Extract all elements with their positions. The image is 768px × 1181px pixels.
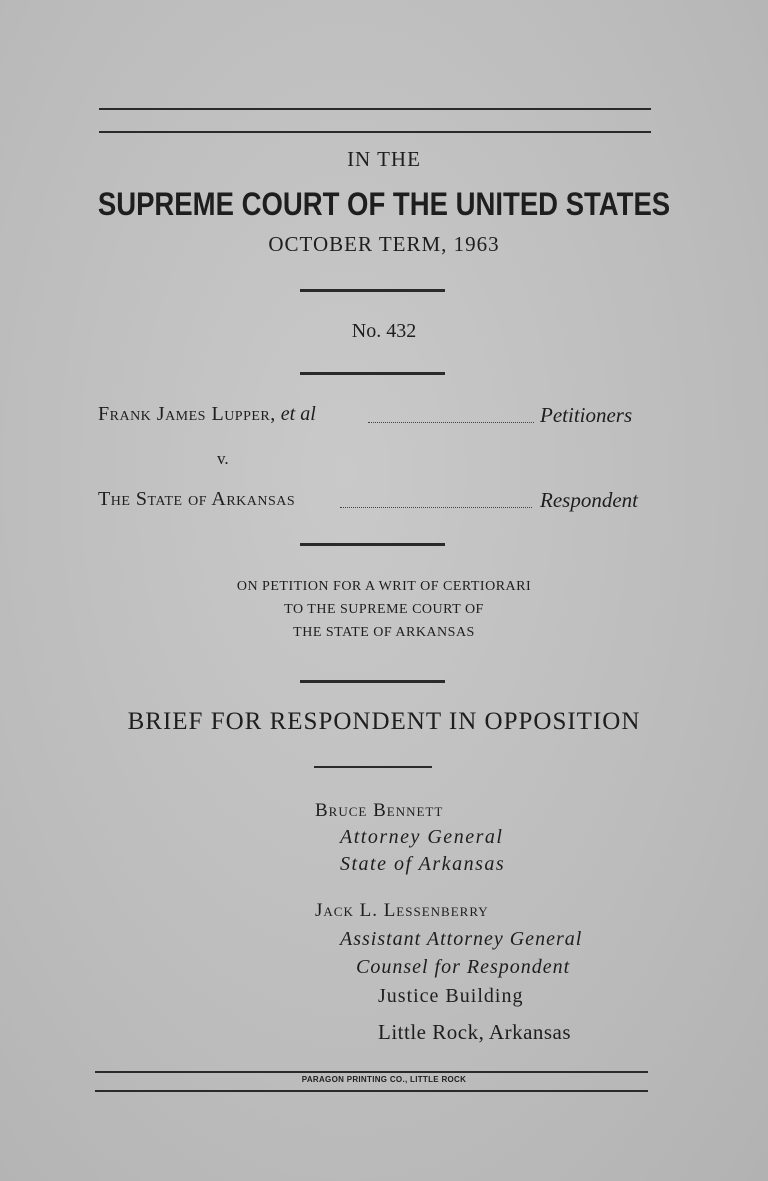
petitioner-etal: et al [280, 403, 316, 425]
court-title: SUPREME COURT OF THE UNITED STATES [97, 186, 671, 222]
petition-line-3: THE STATE OF ARKANSAS [293, 625, 475, 640]
printer-credit: PARAGON PRINTING CO., LITTLE ROCK [301, 1075, 467, 1084]
case-number: No. 432 [351, 320, 417, 342]
counsel-title-1b: State of Arkansas [340, 853, 506, 875]
counsel-title-2b: Counsel for Respondent [356, 956, 571, 978]
counsel-name-1: Bruce Bennett [315, 800, 444, 821]
counsel-title-1: Attorney General [340, 826, 504, 848]
brief-title: BRIEF FOR RESPONDENT IN OPPOSITION [127, 708, 641, 735]
respondent-leader-dots [340, 506, 532, 508]
petitioner-name: Frank James Lupper, [98, 403, 276, 425]
petition-line-1: ON PETITION FOR A WRIT OF CERTIORARI [236, 579, 532, 594]
petitioner-leader-dots [368, 421, 534, 423]
bottom-rule-2 [95, 1090, 648, 1092]
respondent-role: Respondent [540, 488, 638, 512]
short-rule-1 [300, 289, 445, 292]
bottom-rule-1 [95, 1071, 648, 1073]
petitioner-role: Petitioners [540, 403, 633, 427]
top-rule-2 [99, 131, 651, 133]
short-rule-3 [300, 543, 445, 546]
respondent-name: The State of Arkansas [98, 488, 296, 510]
counsel-address-1: Justice Building [378, 985, 524, 1007]
petitioner-line [98, 403, 316, 426]
short-rule-5 [314, 766, 432, 768]
counsel-name-2: Jack L. Lessenberry [315, 900, 489, 921]
counsel-address-2: Little Rock, Arkansas [378, 1020, 572, 1044]
counsel-title-2: Assistant Attorney General [340, 928, 583, 950]
in-the-heading: IN THE [347, 147, 421, 171]
short-rule-2 [300, 372, 445, 375]
top-rule-1 [99, 108, 651, 110]
short-rule-4 [300, 680, 445, 683]
petition-line-2: TO THE SUPREME COURT OF [284, 602, 484, 617]
term-line: OCTOBER TERM, 1963 [268, 232, 500, 256]
versus: v. [217, 449, 229, 468]
